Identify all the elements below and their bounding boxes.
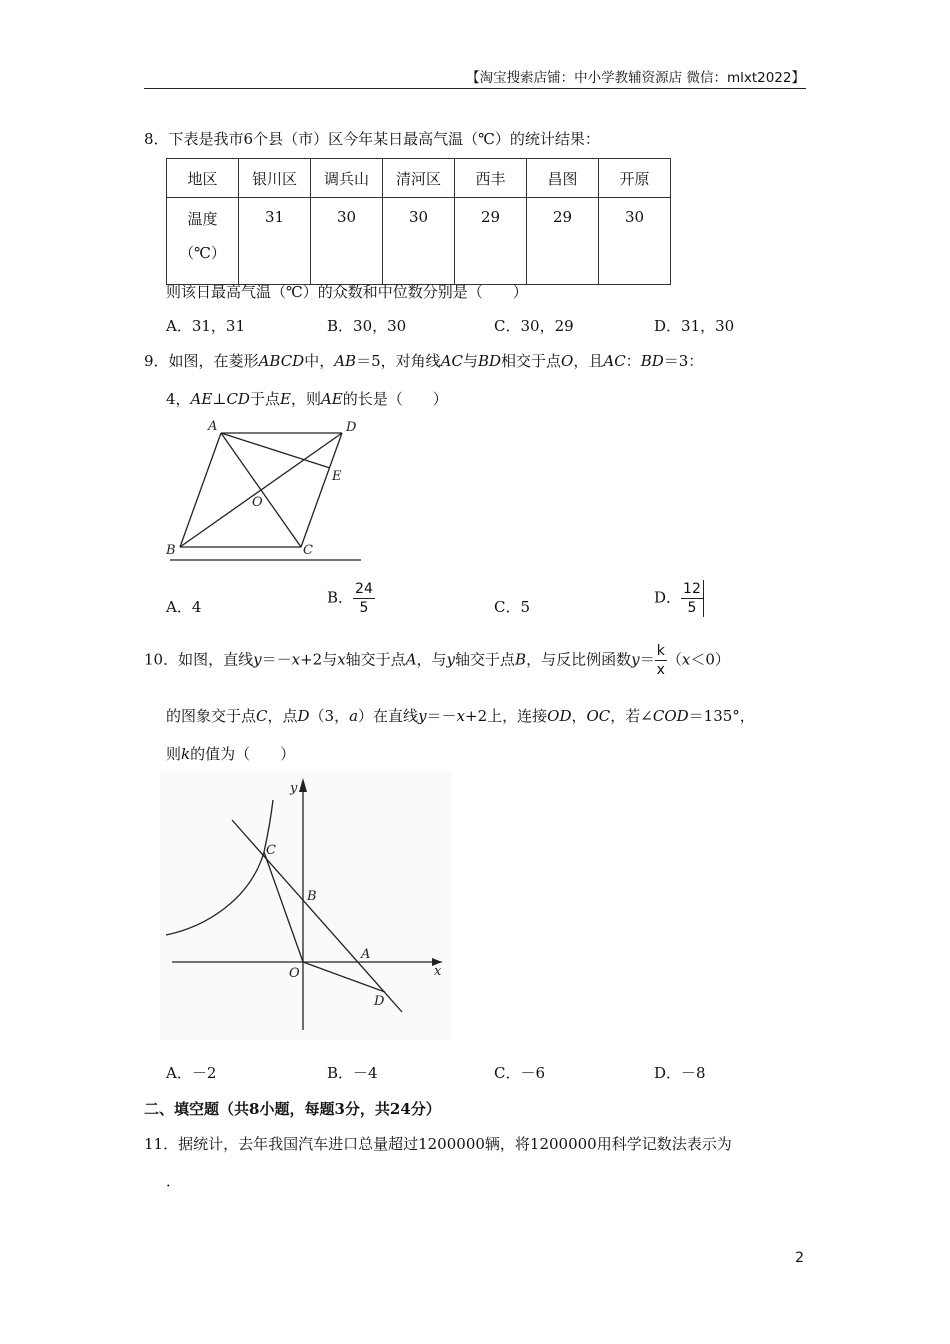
rhombus-figure bbox=[160, 414, 370, 564]
table-region: 西丰 bbox=[455, 159, 527, 198]
q10-text: 则 bbox=[166, 745, 182, 763]
q9-var: AC bbox=[440, 352, 463, 370]
q10-var: x bbox=[337, 650, 346, 669]
q10-text: 的图象交于点 bbox=[166, 707, 257, 725]
q10-text: ＝ bbox=[639, 650, 655, 669]
q10-line3 bbox=[166, 743, 295, 764]
coordinate-figure bbox=[160, 772, 452, 1040]
table-temp: 30 bbox=[383, 198, 455, 285]
table-region: 开原 bbox=[599, 159, 671, 198]
q10-text: ，若∠ bbox=[610, 707, 653, 725]
q9-text: ＝3： bbox=[663, 352, 704, 370]
q10-text: ，点 bbox=[267, 707, 298, 725]
rhombus-side-cd bbox=[301, 433, 342, 547]
q10-var: x bbox=[681, 650, 691, 669]
q9-var: E bbox=[279, 390, 291, 408]
table-temp: 29 bbox=[527, 198, 599, 285]
q9-line2 bbox=[166, 388, 448, 409]
label-x: x bbox=[434, 964, 442, 979]
q11-text bbox=[144, 1133, 732, 1154]
q9-var: BD bbox=[640, 352, 664, 370]
q9-text: ，且 bbox=[573, 352, 604, 370]
q9-var: AE bbox=[320, 390, 343, 408]
q9-text: ⊥ bbox=[212, 390, 227, 408]
fraction-numerator: k bbox=[655, 642, 667, 661]
q9-option-b-fraction bbox=[353, 580, 375, 617]
q10-option-a: A．－2 bbox=[166, 1064, 217, 1082]
q8-option-c: C．30，29 bbox=[494, 317, 574, 335]
q10-text: +2上，连接 bbox=[465, 707, 548, 725]
q10-var: y bbox=[253, 650, 262, 669]
q9-var: AB bbox=[334, 352, 357, 370]
rhombus-side-ab bbox=[180, 433, 221, 547]
q10-var: OD bbox=[547, 707, 572, 725]
q10-text: ＜0） bbox=[690, 650, 730, 669]
q10-var: y bbox=[418, 707, 427, 725]
q9-var: CD bbox=[226, 390, 250, 408]
q9-option-d bbox=[654, 580, 704, 617]
figure-background bbox=[160, 772, 452, 1040]
q10-text: 轴交于点 bbox=[345, 650, 406, 669]
q10-var: OC bbox=[586, 707, 611, 725]
label-c: C bbox=[266, 843, 276, 858]
q10-var: B bbox=[515, 650, 527, 669]
q9-text: ，则 bbox=[290, 390, 321, 408]
q9-option-d-prefix: D． bbox=[654, 588, 682, 607]
q9-var: O bbox=[561, 352, 574, 370]
q8-stem-text: 下表是我市6个县（市）区今年某日最高气温（℃）的统计结果： bbox=[168, 130, 600, 148]
label-a: A bbox=[361, 947, 371, 962]
table-row-label-line2: （℃） bbox=[179, 244, 226, 262]
q10-option-b: B．－4 bbox=[327, 1064, 378, 1082]
q8-option-b: B．30，30 bbox=[327, 317, 407, 335]
label-d: D bbox=[346, 420, 357, 435]
fraction-denominator: 5 bbox=[359, 600, 369, 616]
q9-var: AE bbox=[190, 390, 213, 408]
q10-text: ＝135°， bbox=[688, 707, 755, 725]
temperature-table bbox=[166, 158, 671, 285]
q9-line1 bbox=[144, 350, 703, 371]
q9-text: 相交于点 bbox=[501, 352, 562, 370]
q9-option-b-prefix: B． bbox=[327, 588, 354, 607]
q9-text: 中， bbox=[304, 352, 335, 370]
q8-number: 8． bbox=[144, 130, 169, 148]
q9-option-d-fraction bbox=[681, 580, 704, 617]
q10-line2 bbox=[166, 705, 755, 726]
q10-text: ， bbox=[571, 707, 587, 725]
q8-option-d: D．31，30 bbox=[654, 317, 735, 335]
q11-stem: 据统计，去年我国汽车进口总量超过1200000辆，将1200000用科学记数法表示为 bbox=[178, 1135, 732, 1153]
q10-var: y bbox=[446, 650, 456, 669]
label-c: C bbox=[303, 543, 313, 558]
q10-text: ，与 bbox=[416, 650, 447, 669]
fraction-numerator: 12 bbox=[683, 581, 701, 597]
q10-var: a bbox=[349, 707, 359, 725]
table-temp: 30 bbox=[599, 198, 671, 285]
q10-var: C bbox=[256, 707, 268, 725]
table-row-label-line1: 温度 bbox=[187, 210, 218, 228]
q10-line1 bbox=[144, 642, 730, 679]
q9-option-b bbox=[327, 580, 375, 617]
q10-text: （3， bbox=[309, 707, 350, 725]
q10-var: x bbox=[456, 707, 466, 725]
header-rule bbox=[144, 88, 806, 89]
label-y: y bbox=[290, 781, 298, 796]
q10-text: 如图，直线 bbox=[178, 650, 254, 669]
table-region: 昌图 bbox=[527, 159, 599, 198]
q9-text: ＝5，对角线 bbox=[356, 352, 441, 370]
q8-stem bbox=[144, 128, 600, 149]
q9-text: 的长是（ ） bbox=[342, 390, 448, 408]
label-b: B bbox=[166, 543, 176, 558]
q10-var: x bbox=[291, 650, 301, 669]
label-b: B bbox=[307, 889, 317, 904]
fraction-denominator: 5 bbox=[687, 600, 697, 616]
q9-var: BD bbox=[477, 352, 502, 370]
table-temp: 29 bbox=[455, 198, 527, 285]
label-a: A bbox=[208, 419, 218, 434]
table-region: 清河区 bbox=[383, 159, 455, 198]
label-o: O bbox=[252, 495, 263, 510]
q9-text: 4， bbox=[166, 390, 191, 408]
q9-number: 9． bbox=[144, 352, 169, 370]
label-d: D bbox=[374, 994, 385, 1009]
header-text: 【淘宝搜索店铺：中小学教辅资源店 微信：mlxt2022】 bbox=[466, 70, 805, 86]
q9-text: 于点 bbox=[249, 390, 280, 408]
q10-text: ，与反比例函数 bbox=[526, 650, 632, 669]
table-region: 调兵山 bbox=[311, 159, 383, 198]
q9-var: ABCD bbox=[258, 352, 305, 370]
table-region: 银川区 bbox=[239, 159, 311, 198]
fraction-denominator: x bbox=[656, 662, 665, 678]
table-temp: 30 bbox=[311, 198, 383, 285]
q8-question: 则该日最高气温（℃）的众数和中位数分别是（ ） bbox=[166, 283, 528, 301]
q10-option-d: D．－8 bbox=[654, 1064, 706, 1082]
q11-tail: ． bbox=[166, 1172, 182, 1190]
q10-text: ＝－ bbox=[261, 650, 292, 669]
table-temp: 31 bbox=[239, 198, 311, 285]
q8-option-a: A．31，31 bbox=[166, 317, 246, 335]
table-header-label: 地区 bbox=[167, 159, 239, 198]
q9-option-a: A．4 bbox=[166, 598, 202, 616]
q10-var: COD bbox=[652, 707, 689, 725]
q11-number: 11． bbox=[144, 1135, 179, 1153]
q10-text: （ bbox=[666, 650, 682, 669]
diagonal-bd bbox=[180, 433, 342, 547]
q10-option-c: C．－6 bbox=[494, 1064, 546, 1082]
q10-text: ＝－ bbox=[426, 707, 457, 725]
q10-text: 轴交于点 bbox=[455, 650, 516, 669]
q10-text: 的值为（ ） bbox=[190, 745, 296, 763]
q10-fraction bbox=[655, 642, 667, 679]
q9-text: ： bbox=[625, 352, 641, 370]
section-title: 二、填空题（共8小题，每题3分，共24分） bbox=[144, 1100, 441, 1118]
label-o: O bbox=[289, 966, 300, 981]
fraction-numerator: 24 bbox=[355, 581, 373, 597]
q10-text: ）在直线 bbox=[358, 707, 419, 725]
q9-option-c: C．5 bbox=[494, 598, 531, 616]
q10-var: A bbox=[405, 650, 417, 669]
q9-text: 与 bbox=[462, 352, 478, 370]
q10-text: +2与 bbox=[300, 650, 338, 669]
q9-text: 如图，在菱形 bbox=[168, 352, 259, 370]
q10-var: y bbox=[631, 650, 640, 669]
q10-number: 10． bbox=[144, 650, 179, 669]
table-row-label bbox=[167, 198, 239, 285]
q9-var: AC bbox=[603, 352, 626, 370]
q10-var: k bbox=[181, 745, 191, 763]
label-e: E bbox=[332, 469, 342, 484]
page-number: 2 bbox=[795, 1250, 804, 1266]
segment-ae bbox=[221, 433, 330, 468]
q10-var: D bbox=[297, 707, 310, 725]
